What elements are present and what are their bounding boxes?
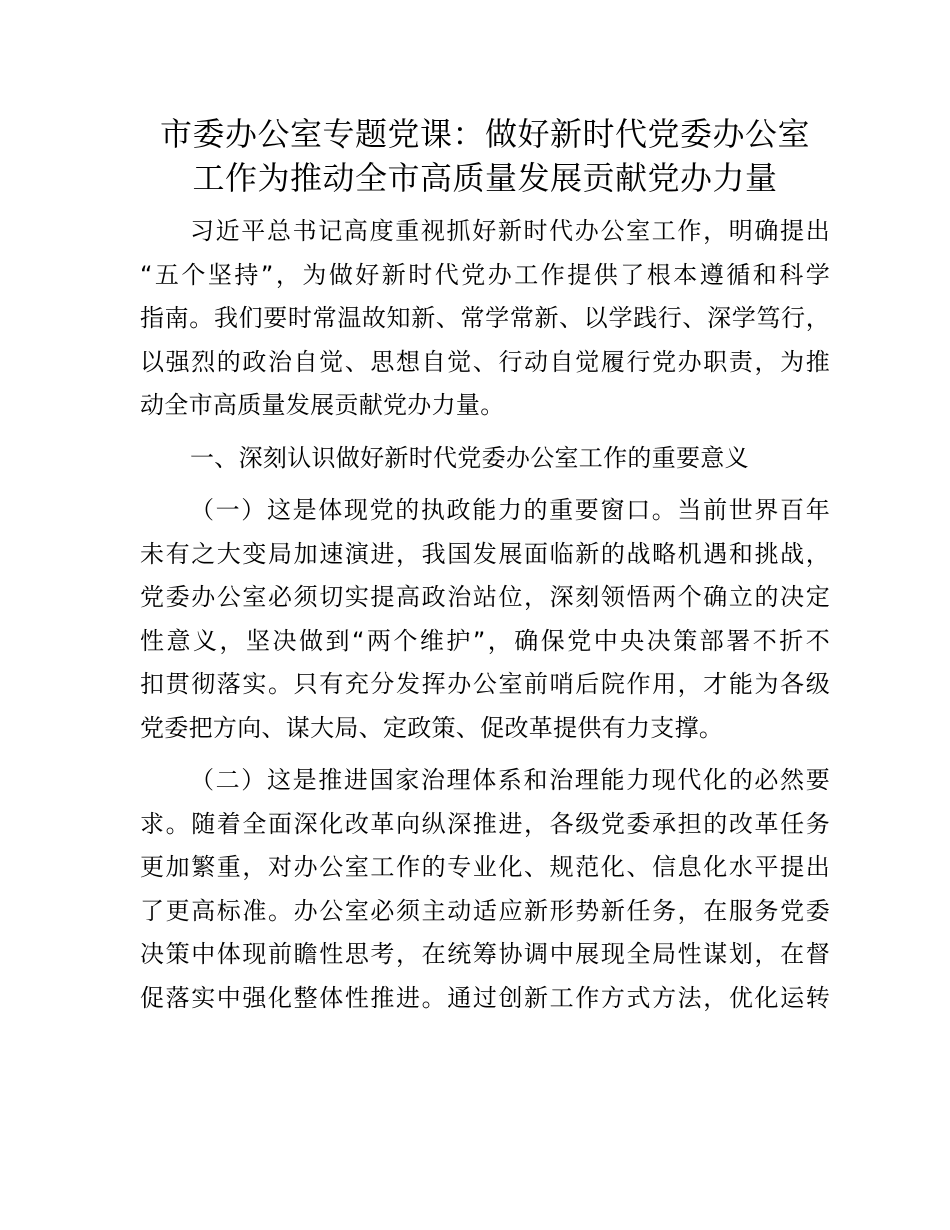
paragraph-1 — [140, 489, 830, 750]
text-line: （一）这是体现党的执政能力的重要窗口。当前世界百年 — [190, 496, 830, 524]
text-line: 决策中体现前瞻性思考，在统筹协调中展现全局性谋划，在督 — [140, 940, 830, 968]
text-line: 以强烈的政治自觉、思想自觉、行动自觉履行党办职责，为推 — [140, 347, 830, 376]
text-line: 促落实中强化整体性推进。通过创新工作方式方法，优化运转 — [140, 983, 830, 1012]
text-line: 动全市高质量发展贡献党办力量。 — [140, 391, 505, 419]
section-heading-1: 一、深刻认识做好新时代党委办公室工作的重要意义 — [190, 443, 749, 472]
text-line: 习近平总书记高度重视抓好新时代办公室工作，明确提出 — [190, 217, 830, 245]
text-line: 党委办公室必须切实提高政治站位，深刻领悟两个确立的决定 — [140, 583, 830, 611]
text-line: 了更高标准。办公室必须主动适应新形势新任务，在服务党委 — [140, 896, 830, 925]
text-line: 求。随着全面深化改革向纵深推进，各级党委承担的改革任务 — [140, 809, 830, 838]
text-line: 性意义，坚决做到“两个维护”，确保党中央决策部署不折不 — [140, 626, 830, 655]
text-line: 更加繁重，对办公室工作的专业化、规范化、信息化水平提出 — [140, 853, 830, 881]
paragraph-2 — [140, 759, 830, 1020]
document-page — [140, 112, 830, 1029]
text-line: 指南。我们要时常温故知新、常学常新、以学践行、深学笃行， — [140, 304, 830, 332]
text-line: “五个坚持”，为做好新时代党办工作提供了根本遵循和科学 — [140, 260, 830, 289]
document-title — [140, 112, 830, 200]
text-line: 未有之大变局加速演进，我国发展面临新的战略机遇和挑战， — [140, 539, 830, 568]
intro-paragraph — [140, 210, 830, 428]
text-line: （二）这是推进国家治理体系和治理能力现代化的必然要 — [190, 766, 830, 794]
text-line: 党委把方向、谋大局、定政策、促改革提供有力支撑。 — [140, 713, 724, 742]
title-line-1: 市委办公室专题党课：做好新时代党委办公室 — [159, 115, 810, 153]
title-line-2: 工作为推动全市高质量发展贡献党办力量 — [192, 159, 778, 197]
text-line: 扣贯彻落实。只有充分发挥办公室前哨后院作用，才能为各级 — [140, 670, 830, 698]
